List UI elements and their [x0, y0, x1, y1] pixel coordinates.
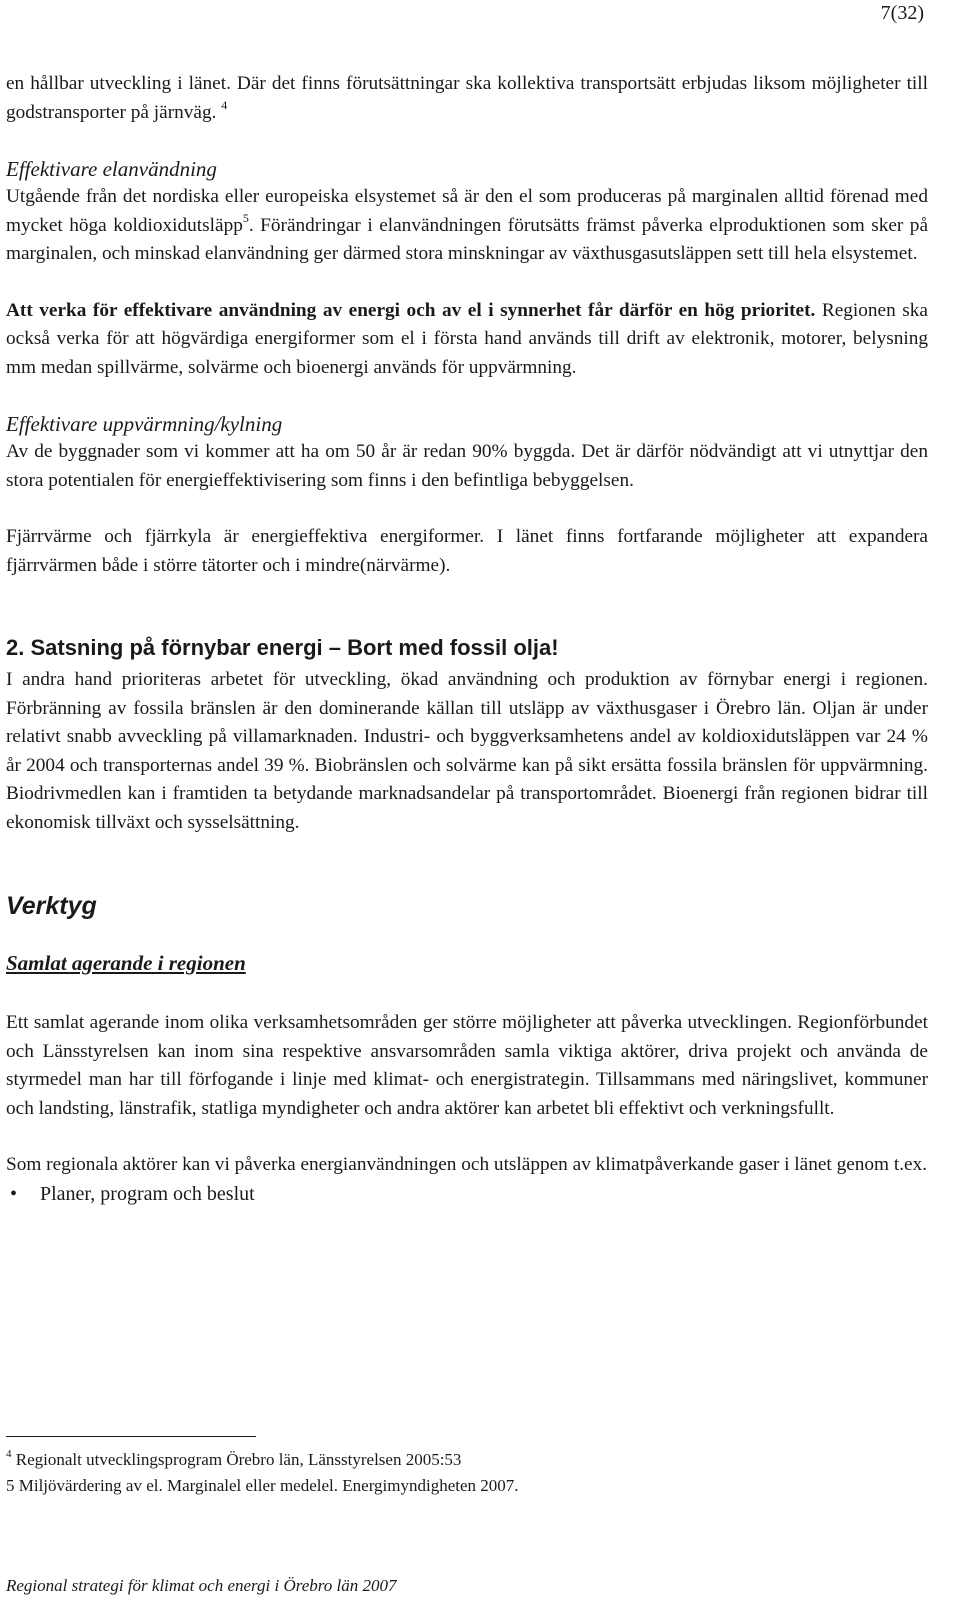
heading-effektivare-elanvandning: Effektivare elanvändning: [6, 157, 217, 181]
paragraph-transport: en hållbar utveckling i länet. Där det finns förutsättningar ska kollektiva transportsätt erbjudas liksom möjligheter till godstransporter på järnväg. $^4$: [6, 73, 928, 123]
paragraph-regionala-aktorer: Som regionala aktörer kan vi påverka energianvändningen och utsläppen av klimatpåverkande gaser i länet genom t.ex.: [6, 1154, 928, 1175]
footnote-4: $^4$ Regionalt utvecklingsprogram Örebro län, Länsstyrelsen 2005:53: [6, 1448, 462, 1469]
paragraph-samlat-agerande: Ett samlat agerande inom olika verksamhetsområden ger större möjligheter att påverka utvecklingen. Regionförbundet och Länsstyrelsen kan inom sina respektive ansvarsområden samla viktiga aktörer, driva projekt och använda de styrmedel man har till förfogande i linje med klimat- och energistrategin. Tillsammans med näringslivet, kommuner och landsting, länstrafik, statliga myndigheter och andra aktörer kan arbetet bli effektivt och verkningsfullt.: [6, 1012, 928, 1119]
paragraph-byggnader: Av de byggnader som vi kommer att ha om 50 år är redan 90% byggda. Det är därför nödvändigt att vi utnyttjar den stora potentialen för energieffektivisering som finns i den befintliga bebyggelsen.: [6, 441, 928, 491]
paragraph-fornybar: I andra hand prioriteras arbetet för utveckling, ökad användning och produktion av förnybar energi i regionen. Förbränning av fossila bränslen är den dominerande källan till utsläpp av växthusgaser i Örebro län. Oljan är under relativt snabb avveckling på villamarknaden. Industri- och byggverksamhetens andel av koldioxidutsläppen var 24 % år 2004 och transporternas andel 39 %. Biobränslen och solvärme kan på sikt ersätta fossila bränslen för uppvärmning. Biodrivmedlen kan i framtiden ta betydande marknadsandelar på transportområdet. Bioenergi från regionen bidrar till ekonomisk tillväxt och sysselsättning.: [6, 669, 928, 833]
paragraph-prioritet: Att verka för effektivare användning av energi och av el i synnerhet får därför en hög prioritet. Regionen ska också verka för att högvärdiga energiformer som el i första hand används till drift av elektronik, motorer, belysning mm medan spillvärme, solvärme och bioenergi används för uppvärmning.: [6, 299, 928, 378]
emphasis-prioritet: Att verka för effektivare användning av energi och av el i synnerhet får därför en hög prioritet.: [6, 299, 816, 321]
footnotes: [6, 1447, 926, 1499]
footnote-ref-5[interactable]: 5: [242, 210, 249, 225]
list-item: • Planer, program och beslut: [6, 1180, 928, 1208]
heading-effektivare-uppvarmning: Effektivare uppvärmning/kylning: [6, 412, 283, 436]
page-footer: Regional strategi för klimat och energi i Örebro län 2007: [6, 1576, 397, 1595]
bullet-list: [6, 1180, 928, 1208]
footnote-5: 5 Miljövärdering av el. Marginalel eller medelel. Energimyndigheten 2007.: [6, 1476, 519, 1495]
heading-section-2: 2. Satsning på förnybar energi – Bort med fossil olja!: [6, 635, 559, 660]
bullet-icon: •: [10, 1182, 18, 1205]
heading-samlat-agerande: Samlat agerande i regionen: [6, 951, 246, 975]
heading-verktyg: Verktyg: [6, 892, 97, 920]
paragraph-elsystemet: Utgående från det nordiska eller europeiska elsystemet så är den el som produceras på marginalen alltid förenad med mycket höga koldioxidutsläpp$^5$. Förändringar i elanvändningen förutsätts främst påverka elproduktionen som sker på marginalen, och minskad elanvändning ger därmed stora minskningar av växthusgasutsläppen sett till hela elsystemet.: [6, 186, 929, 264]
paragraph-fjarrvarme: Fjärrvärme och fjärrkyla är energieffektiva energiformer. I länet finns fortfarande möjligheter att expandera fjärrvärmen både i större tätorter och i mindre(närvärme).: [6, 526, 928, 576]
document-body: [6, 70, 928, 1208]
footnote-divider: [6, 1436, 256, 1437]
page-number: 7(32): [880, 2, 924, 24]
footnote-ref-4[interactable]: 4: [221, 97, 228, 112]
